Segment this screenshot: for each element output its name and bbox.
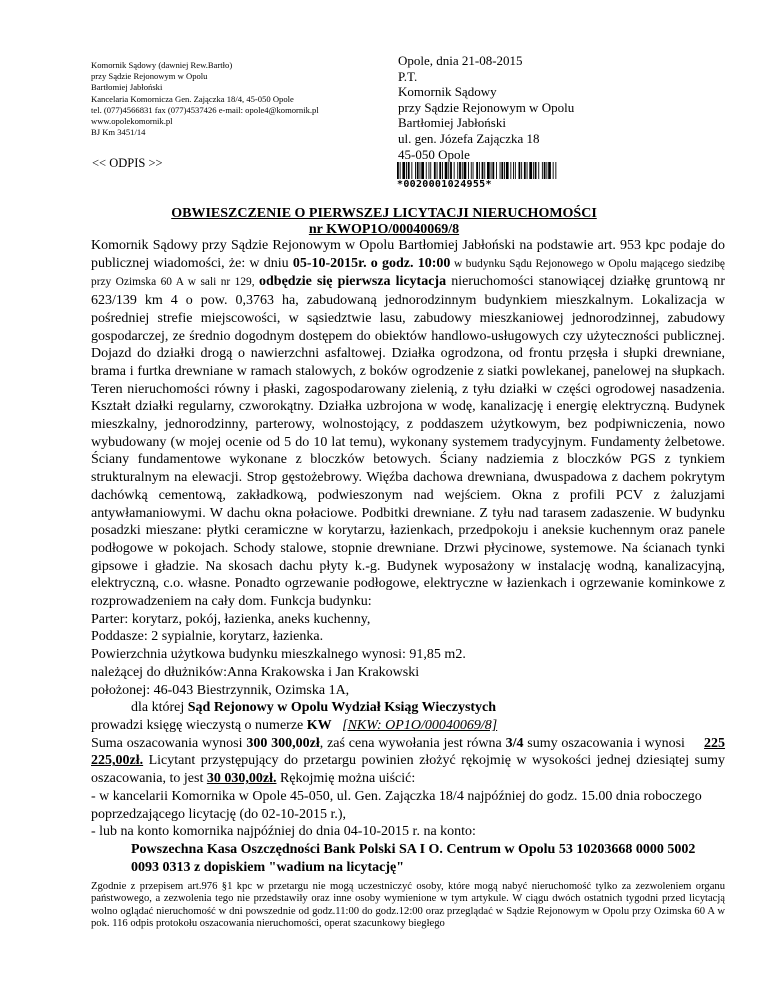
starting-price: 225 225,00zł. xyxy=(91,735,726,769)
header-line: Kancelaria Komornicza Gen. Zajączka 18/4, 45-050 Opole xyxy=(91,93,294,104)
legal-footer: Zgodnie z przepisem art.976 §1 kpc w przetargu nie mogą uczestniczyć osoby, które mogą nabyć nieruchomość tylko za zezwoleniem organu państwowego, a zezwolenia tego nie przedstawiły oraz inne osoby wymienione w tym artykule. W ciągu dwóch ostatnich tygodni przed licytacją wolno oglądać nieruchomość w dni powszednie od godz.11:00 do godz.12:00 oraz przeglądać w Sądzie Rejonowym w Opolu przy Ozimska 60 A w pok. 116 odpis protokołu oszacowania nieruchomości, operat szacunkowy biegłego xyxy=(91,881,725,929)
payment-office-line: - w kancelarii Komornika w Opole 45-050, ul. Gen. Zajączka 18/4 najpóźniej do godz. 15.00 dnia roboczego poprzedzającego licytację (do 02-10-2015 r.), xyxy=(91,788,702,822)
deposit-amount: 30 030,00zł. xyxy=(206,771,277,787)
bailiff-header xyxy=(91,60,361,138)
bank-account-details: Powszechna Kasa Oszczędności Bank Polski SA I O. Centrum w Opolu 53 10203668 0000 5002 0093 0313 z dopiskiem "wadium na licytację" xyxy=(131,841,696,875)
text-run: sumy oszacowania i wynosi xyxy=(523,735,705,751)
notice-title xyxy=(0,206,768,222)
address-line: P.T. xyxy=(398,68,418,84)
address-line: 45-050 Opole xyxy=(398,146,470,162)
land-register-number-text: nr KWOP1O/00040069/8 xyxy=(308,222,460,237)
address-line: przy Sądzie Rejonowym w Opolu xyxy=(398,99,575,115)
attic-line: Poddasze: 2 sypialnie, korytarz, łazienka. xyxy=(91,629,324,645)
land-register-number xyxy=(0,222,768,238)
usable-area-line: Powierzchnia użytkowa budynku mieszkalnego wynosi: 91,85 m2. xyxy=(91,647,466,663)
notice-title-text: OBWIESZCZENIE O PIERWSZEJ LICYTACJI NIERUCHOMOŚCI xyxy=(171,206,597,221)
auction-announcement: odbędzie się pierwsza licytacja xyxy=(259,274,447,290)
text-run: nieruchomości stanowiącej działkę gruntową nr 623/139 km 4 o pow. 0,3763 ha, zabudowaną jednorodzinnym budynkiem mieszkalnym. Lokalizacja w pośredniej strefie miejscowości, w sąsiedztwie lasu, zabudowy mieszkaniowej jednorodzinnej, zabudowy gospodarczej, ze średnio dogodnym dostępem do obiektów handlowo-usługowych czy użyteczności publicznej. Dojazd do działki drogą o nawierzchni asfaltowej. Działka ogrodzona, od frontu przęsła i słupki drewniane, brama i furtka drewniane w ramach stalowych, z boków ogrodzenie z siatki powlekanej, panelowej na słupkach. Teren nieruchomości równy i płaski, zagospodarowany zielenią, z tyłu działki w części ogrodowej nasadzenia. Kształt działki regularny, czworokątny. Działka uzbrojona w wodę, kanalizację i energię elektryczną. Budynek mieszkalny, jednorodzinny, parterowy, wolnostojący, z poddaszem użytkowym, bez podpiwniczenia, nowo wybudowany (w mojej ocenie od 5 do 10 lat temu), wykonany systemem tradycyjnym. Fundamenty żelbetowe. Ściany fundamentowe wykonane z bloczków betowych. Ściany nadziemia z bloczków PGS z tynkiem strukturalnym na elewacji. Strop gęstożebrowy. Więźba dachowa drewniana, dwuspadowa z dachem pokrytym dachówką cementową, zakładkową, podwieszonym nad wejściem. Okna z profili PCV z żaluzjami antywłamaniowymi. W dachu okna połaciowe. Podbitki drewniane. Z tyłu nad tarasem zadaszenie. W budynku posadzki mieszane: płytki ceramiczne w korytarzu, łazienkach, przedpokoju i aneksie kuchennym oraz panele podłogowe w pokojach. Schody stalowe, stopnie drewniane. Drzwi płycinowe, systemowe. Na ścianach tynki gipsowe i gładzie. Na skosach dachu płyty k.-g. Budynek wyposażony w instalację wodną, kanalizacyjną, elektryczną, c.o. własne. Ponadto ogrzewanie podłogowe, elektryczne w łazienkach i ogrzewanie kominkowe z rozprowadzeniem na cały dom. Funkcja budynku: xyxy=(91,274,725,610)
copy-mark: << ODPIS >> xyxy=(92,156,163,170)
land-register-line xyxy=(91,717,725,735)
address-line: Komornik Sądowy xyxy=(398,84,497,100)
date-line: Opole, dnia 21-08-2015 xyxy=(398,53,523,68)
barcode-bars xyxy=(397,162,558,179)
header-line: www.opolekomornik.pl xyxy=(91,116,173,127)
fraction-value: 3/4 xyxy=(505,735,524,751)
kw-number: [NKW: OP1O/00040069/8] xyxy=(342,717,498,733)
text-run: Licytant przystępujący do przetargu powinien złożyć rękojmię w wysokości jednej dziesiątej sumy oszacowania, to jest xyxy=(91,753,725,787)
debtors-line: należącej do dłużników:Anna Krakowska i Jan Krakowski xyxy=(91,664,420,680)
valuation-paragraph xyxy=(91,735,725,788)
court-line xyxy=(91,699,725,717)
ground-floor-line: Parter: korytarz, pokój, łazienka, aneks kuchenny, xyxy=(91,611,371,627)
header-line: przy Sądzie Rejonowym w Opolu xyxy=(91,71,208,82)
address-line: Bartłomiej Jabłoński xyxy=(398,115,506,131)
text-run: w budynku Sądu Rejonowego w Opolu mającego siedzibę przy Ozimska 60 A w sali nr 129, xyxy=(91,257,725,289)
court-name: Sąd Rejonowy w Opolu Wydział Ksiąg Wieczystych xyxy=(187,700,497,716)
header-line: tel. (077)4566831 fax (077)4537426 e-mail: opole4@komornik.pl xyxy=(91,104,319,115)
property-description xyxy=(91,237,725,611)
valuation-amount: 300 300,00zł xyxy=(246,735,320,751)
location-line: położonej: 46-043 Biestrzynnik, Ozimska 1A, xyxy=(91,682,350,698)
header-line: Komornik Sądowy (dawniej Rew.Bartło) xyxy=(91,60,233,70)
payment-account-line: - lub na konto komornika najpóźniej do dnia 04-10-2015 r. na konto: xyxy=(91,824,476,840)
address-line: ul. gen. Józefa Zajączka 18 xyxy=(398,130,540,146)
barcode-text: *0020001024955* xyxy=(397,179,492,190)
text-run: , zaś cena wywołania jest równa xyxy=(319,735,506,751)
header-line: Bartłomiej Jabłoński xyxy=(91,82,163,93)
text-run: Komornik Sądowy przy Sądzie Rejonowym w Opolu Bartłomiej Jabłoński na podstawie art. 953 kpc podaje do publicznej wiadomości, że: w dniu xyxy=(91,238,725,271)
recipient-address xyxy=(398,53,574,162)
auction-date: 05-10-2015r. o godz. 10:00 xyxy=(292,255,451,271)
text-run: Suma oszacowania wynosi xyxy=(91,735,247,751)
notice-body xyxy=(91,237,725,876)
bank-account-line xyxy=(91,841,725,876)
text-run: prowadzi księgę wieczystą o numerze xyxy=(91,717,307,733)
kw-label: KW xyxy=(306,717,332,733)
case-number: BJ Km 3451/14 xyxy=(91,127,146,138)
barcode xyxy=(397,162,558,190)
text-run: dla której xyxy=(131,700,188,716)
text-run: Rękojmię można uiścić: xyxy=(276,771,416,787)
